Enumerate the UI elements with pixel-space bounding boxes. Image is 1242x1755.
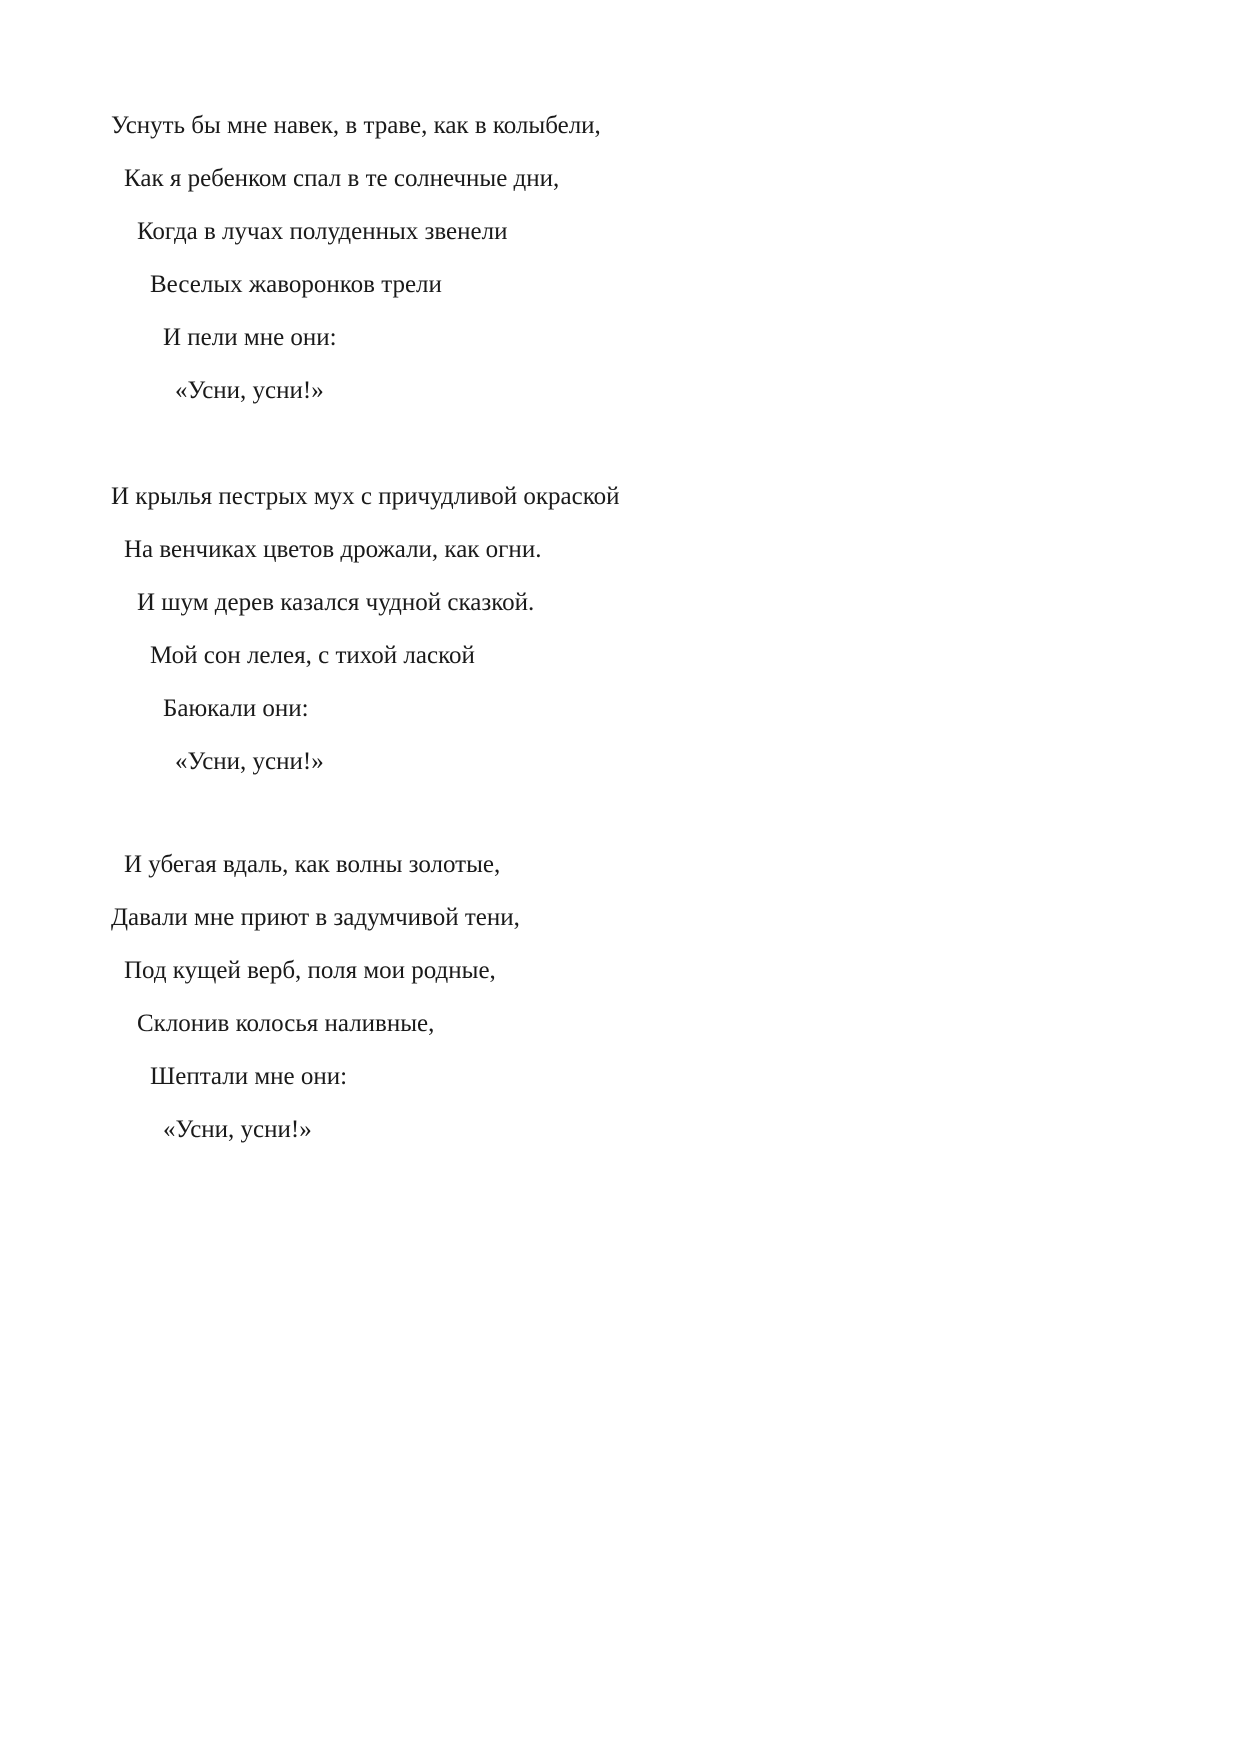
poem-line: И убегая вдаль, как волны золотые, <box>124 851 501 878</box>
poem-line: Давали мне приют в задумчивой тени, <box>111 904 520 931</box>
poem-refrain: «Усни, усни!» <box>175 377 324 404</box>
poem-line: Под кущей верб, поля мои родные, <box>124 957 496 984</box>
poem-line: Уснуть бы мне навек, в траве, как в колыбели, <box>111 112 601 139</box>
poem-line: И крылья пестрых мух с причудливой окраской <box>111 483 620 510</box>
poem-line: Как я ребенком спал в те солнечные дни, <box>124 165 560 192</box>
poem-line: И шум дерев казался чудной сказкой. <box>137 589 535 616</box>
poem-line: Мой сон лелея, с тихой лаской <box>150 642 475 669</box>
poem-line: Когда в лучах полуденных звенели <box>137 218 508 245</box>
poem-line: Веселых жаворонков трели <box>150 271 442 298</box>
poem-line: На венчиках цветов дрожали, как огни. <box>124 536 542 563</box>
poem-line: Шептали мне они: <box>150 1063 348 1090</box>
poem-line: Баюкали они: <box>163 695 309 722</box>
poem-refrain: «Усни, усни!» <box>163 1116 312 1143</box>
poem-line: И пели мне они: <box>163 324 337 351</box>
poem-line: Склонив колосья наливные, <box>137 1010 435 1037</box>
poem-refrain: «Усни, усни!» <box>175 748 324 775</box>
